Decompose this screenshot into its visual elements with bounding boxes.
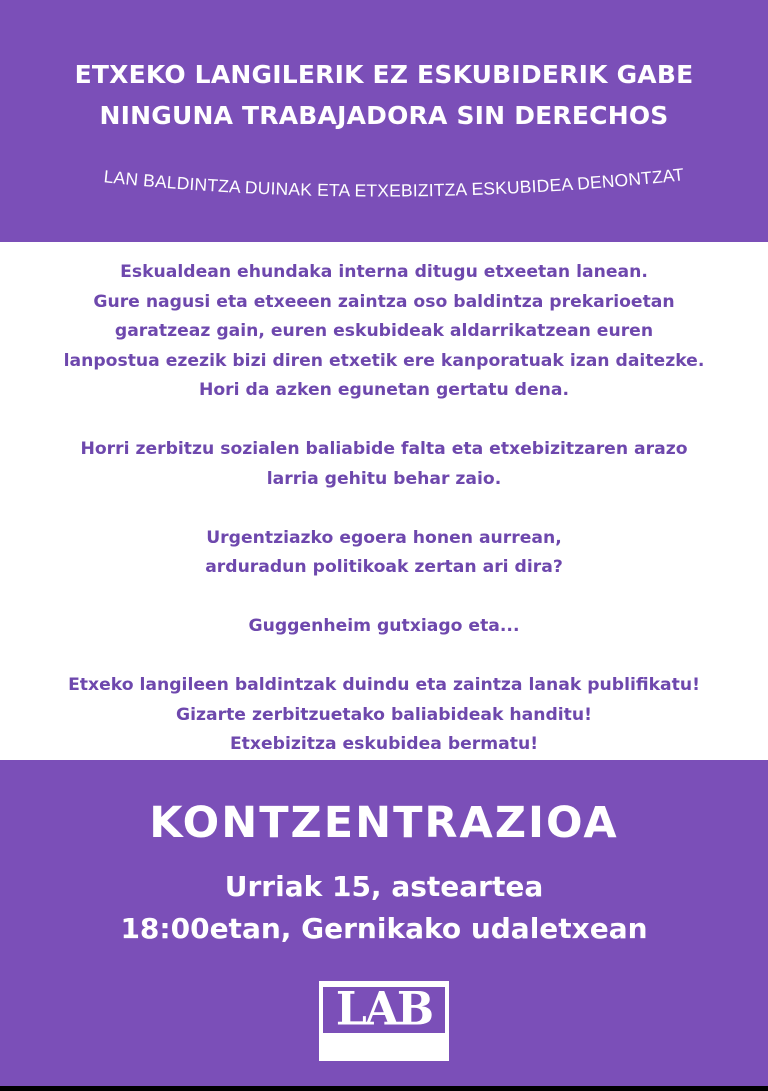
lab-logo-text: LAB <box>335 982 433 1037</box>
svg-text:LAN BALDINTZA DUINAK ETA ETXEB <box>103 166 685 201</box>
text-line: Eskualdean ehundaka interna ditugu etxeetan lanean. <box>120 262 648 282</box>
text-line: Horri zerbitzu sozialen baliabide falta eta etxebizitzaren arazo <box>80 439 688 459</box>
text-line: larria gehitu behar zaio. <box>266 468 502 489</box>
lab-logo <box>319 981 449 1061</box>
subtitle-text: LAN BALDINTZA DUINAK ETA ETXEBIZITZA ESKUBIDEA DENONTZAT <box>102 166 686 201</box>
text-line: lanpostua ezezik bizi diren etxetik ere kanporatuak izan daitezke. <box>63 350 705 371</box>
paragraph-intro <box>0 258 768 406</box>
text-line: Etxeko langileen baldintzak duindu eta zaintza lanak publifikatu! <box>68 675 700 695</box>
event-time-place: 18:00etan, Gernikako udaletxean <box>120 912 648 945</box>
header-banner <box>0 0 768 242</box>
footer-banner <box>0 760 768 1086</box>
text-line: Etxebizitza eskubidea bermatu! <box>229 734 539 754</box>
title-basque: ETXEKO LANGILERIK EZ ESKUBIDERIK GABE <box>74 60 694 89</box>
paragraph-services <box>0 435 768 494</box>
text-line: Gure nagusi eta etxeeen zaintza oso baldintza prekarioetan <box>93 291 675 312</box>
text-line: garatzeaz gain, euren eskubideak aldarrikatzean euren <box>114 321 654 341</box>
event-date: Urriak 15, asteartea <box>224 870 544 903</box>
paragraph-guggenheim <box>0 612 768 642</box>
text-line: arduradun politikoak zertan ari dira? <box>205 557 563 577</box>
text-line: Urgentziazko egoera honen aurrean, <box>206 527 562 548</box>
paragraph-demands <box>0 671 768 760</box>
text-line: Gizarte zerbitzuetako baliabideak handitu! <box>176 704 592 725</box>
text-line: Hori da azken egunetan gertatu dena. <box>198 380 569 400</box>
paragraph-question <box>0 524 768 583</box>
title-spanish: NINGUNA TRABAJADORA SIN DERECHOS <box>99 101 669 130</box>
event-title: KONTZENTRAZIOA <box>149 798 619 848</box>
curved-subtitle <box>0 166 768 206</box>
bottom-black-bar <box>0 1086 768 1091</box>
body-text <box>0 258 768 789</box>
lab-logo-box <box>323 982 445 1037</box>
text-line: Guggenheim gutxiago eta... <box>248 616 520 636</box>
